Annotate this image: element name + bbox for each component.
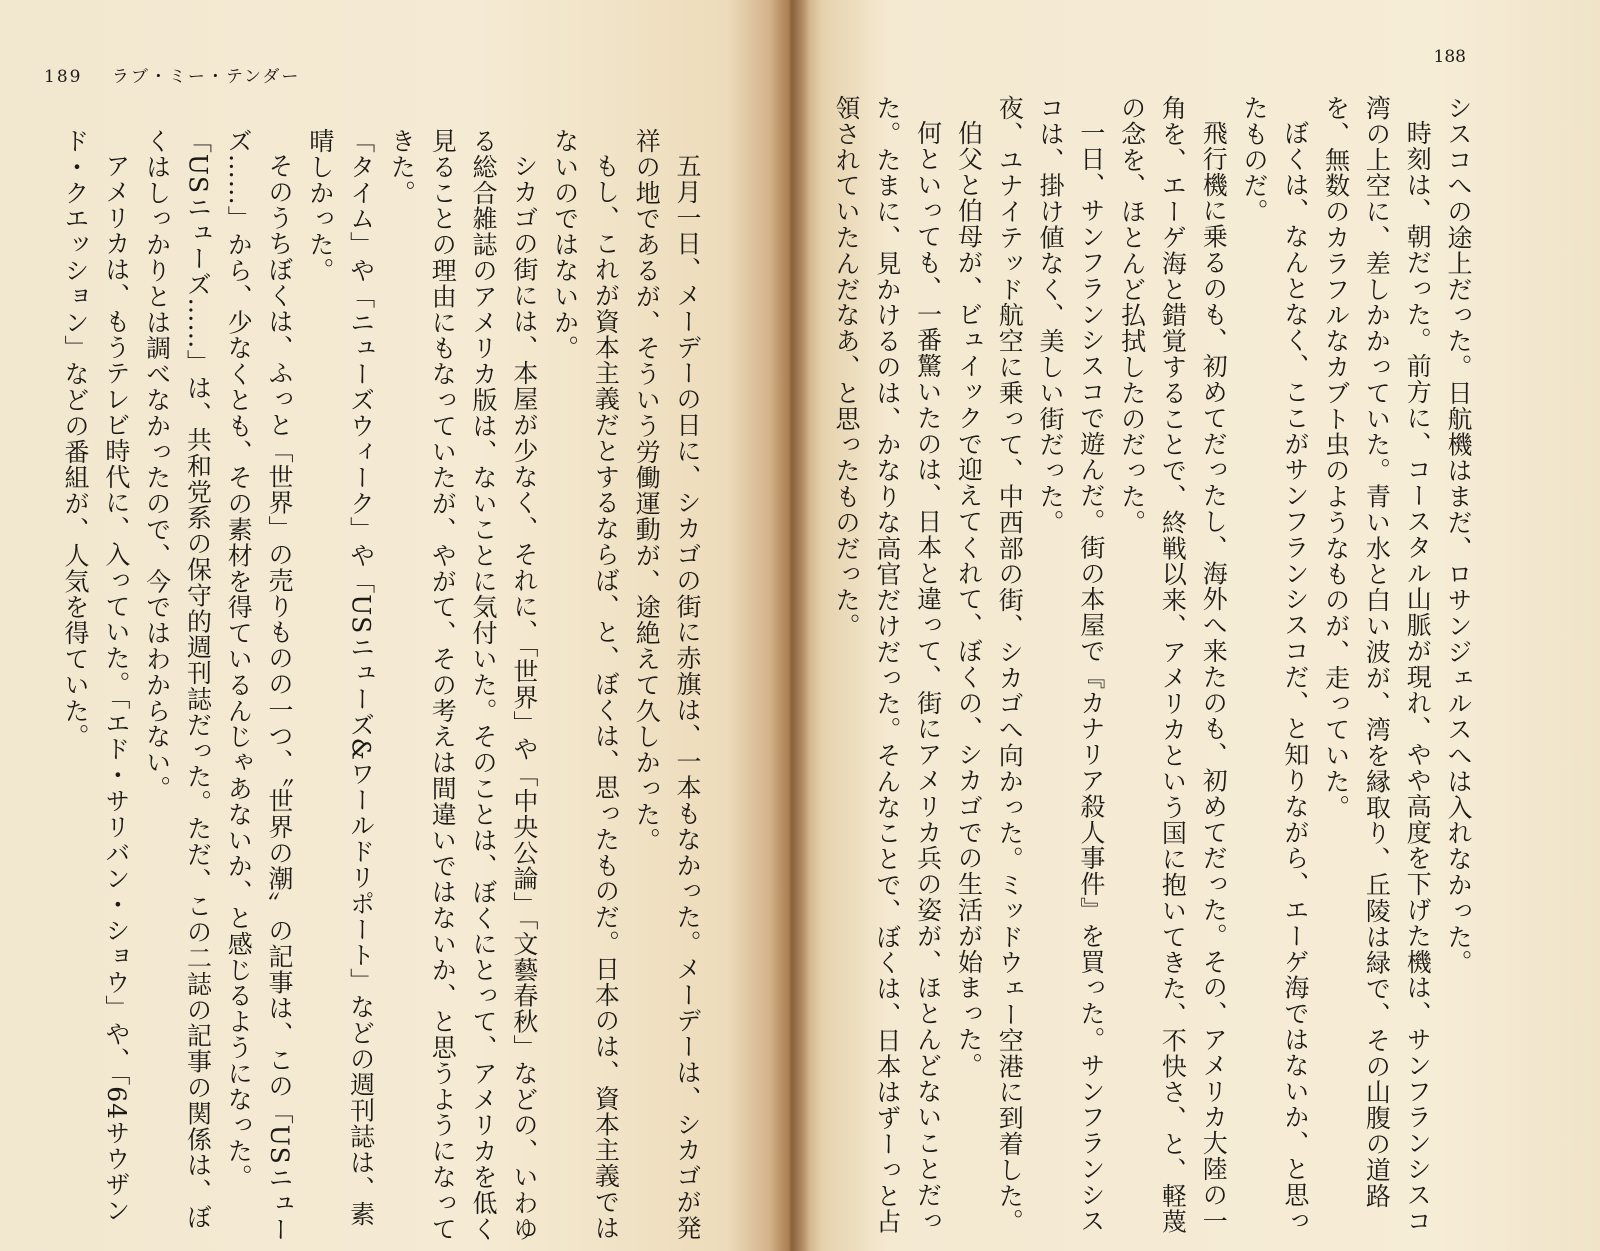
book-gutter bbox=[770, 0, 810, 1251]
paragraph: 一日、サンフランシスコで遊んだ。街の本屋で『カナリア殺人事件』を買った。サンフランシスコは、掛け値なく、美しい街だった。 bbox=[1036, 95, 1106, 1234]
right-page-number: 188 bbox=[1433, 47, 1466, 67]
left-page-body bbox=[17, 128, 707, 1248]
left-page bbox=[0, 0, 790, 1251]
paragraph: 飛行機に乗るのも、初めてだったし、海外へ来たのも、初めてだった。その、アメリカ大陸の一角を、エーゲ海と錯覚することで、終戦以来、アメリカという国に抱いてきた、不快さ、と、軽蔑の念を、ほとんど払拭したのだった。 bbox=[1117, 95, 1229, 1235]
paragraph: もし、これが資本主義だとするならば、と、ぼくは、思ったものだ。日本のは、資本主義ではないのではないか。 bbox=[550, 128, 621, 1241]
running-title: ラブ・ミー・テンダー bbox=[111, 67, 301, 87]
left-page-header bbox=[44, 62, 300, 87]
paragraph: アメリカは、もうテレビ時代に、入っていた。「エド・サリバン・ショウ」や、「64サウザンド・クエッション」などの番組が、人気を得ていた。 bbox=[61, 128, 131, 1224]
paragraph: 「タイム」や「ニューズウィーク」や「USニューズ&ワールドリポート」などの週刊誌は、素晴しかった。 bbox=[305, 128, 376, 1228]
paragraph: ぼくは、なんとなく、ここがサンフランシスコだ、と知りながら、エーゲ海ではないか、と思ったものだ。 bbox=[1240, 95, 1310, 1234]
paragraph: 時刻は、朝だった。前方に、コースタル山脈が現れ、やや高度を下げた機は、サンフランシスコ湾の上空に、差しかかっていた。青い水と白い波が、湾を縁取り、丘陵は緑で、その山腹の道路を、無数のカラフルなカブト虫のようなものが、走っていた。 bbox=[1321, 95, 1433, 1234]
left-page-number: 189 bbox=[44, 67, 83, 87]
paragraph-continuation: シスコへの途上だった。日航機はまだ、ロサンジェルスへは入れなかった。 bbox=[1444, 95, 1473, 976]
paragraph: 夜、ユナイテッド航空に乗って、中西部の街、シカゴへ向かった。ミッドウェー空港に到着した。 bbox=[995, 95, 1025, 1235]
right-page-body bbox=[790, 95, 1478, 1245]
paragraph: 伯父と伯母が、ビュイックで迎えてくれて、ぼくの、シカゴでの生活が始まった。 bbox=[954, 120, 984, 1079]
paragraph: そのうちぼくは、ふっと「世界」の売りものの一つ、〝世界の潮〟の記事は、この「USニューズ……」から、少なくとも、その素材を得ているんじゃあないか、と感じるようになった。 bbox=[224, 128, 295, 1243]
paragraph: 「USニューズ……」は、共和党系の保守的週刊誌だった。ただ、この二誌の記事の関係は、ぼくはしっかりとは調べなかったので、今ではわからない。 bbox=[142, 128, 213, 1230]
paragraph: シカゴの街には、本屋が少なく、それに、「世界」や「中央公論」「文藝春秋」などの、いわゆる総合雑誌のアメリカ版は、ないことに気付いた。そのことは、ぼくにとって、アメリカを低く見ることの理由にもなっていたが、やがて、その考えは間違いではないか、と思うようになってきた。 bbox=[387, 128, 539, 1242]
right-page bbox=[790, 0, 1600, 1251]
paragraph: 何といっても、一番驚いたのは、日本と違って、街にアメリカ兵の姿が、ほとんどないことだった。たまに、見かけるのは、かなりな高官だけだった。そんなことで、ぼくは、日本はずーっと占領されていたんだなあ、と思ったものだった。 bbox=[832, 95, 943, 1235]
paragraph: 五月一日、メーデーの日に、シカゴの街に赤旗は、一本もなかった。メーデーは、シカゴが発祥の地であるが、そういう労働運動が、途絶えて久しかった。 bbox=[632, 128, 702, 1241]
